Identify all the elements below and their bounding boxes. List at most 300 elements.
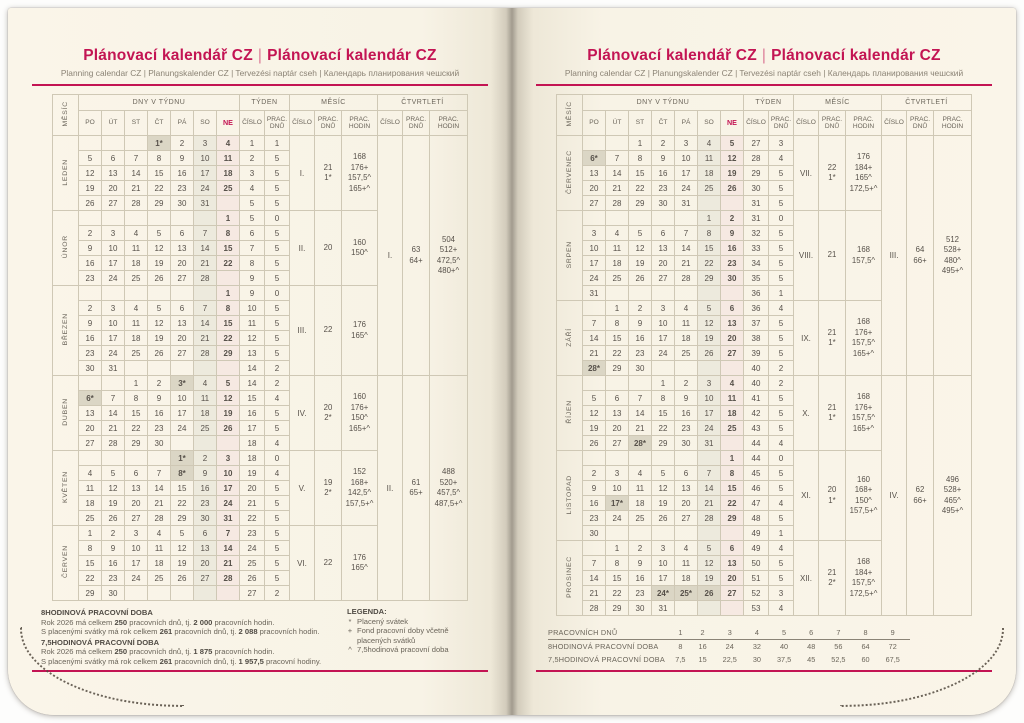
day-cell: 15 bbox=[124, 406, 147, 421]
day-cell: 8 bbox=[124, 391, 147, 406]
day-cell: 23 bbox=[78, 346, 101, 361]
day-header-ct: ČT bbox=[147, 111, 170, 136]
week-number-cell: 31 bbox=[743, 196, 768, 211]
value-line: 184+ bbox=[854, 162, 873, 172]
value-line: 22 bbox=[323, 325, 333, 335]
day-cell: 5 bbox=[147, 226, 170, 241]
day-cell: 13 bbox=[720, 556, 743, 571]
value-line: 168 bbox=[856, 392, 870, 401]
day-cell: 21 bbox=[147, 496, 170, 511]
day-cell-empty bbox=[582, 376, 605, 391]
day-cell-empty bbox=[101, 451, 124, 466]
day-cell: 10 bbox=[674, 151, 697, 166]
week-workdays-cell: 4 bbox=[264, 436, 289, 451]
value-line: 20 bbox=[323, 242, 333, 252]
value-line: 157,5+^ bbox=[849, 506, 878, 515]
day-cell-empty bbox=[605, 526, 628, 541]
month-name-label: ČERVENEC bbox=[565, 149, 573, 195]
week-workdays-cell: 5 bbox=[768, 406, 793, 421]
day-cell: 1 bbox=[628, 136, 651, 151]
day-cell: 16 bbox=[170, 166, 193, 181]
summary-value: 72 bbox=[888, 642, 897, 651]
week-workdays-cell: 5 bbox=[264, 526, 289, 541]
value-line: 66+ bbox=[913, 495, 927, 505]
day-cell: 13 bbox=[78, 406, 101, 421]
week-number-cell: 11 bbox=[239, 316, 264, 331]
value-line: 176+ bbox=[350, 402, 369, 412]
month-column-header: MĚSÍC bbox=[556, 95, 582, 136]
month-workhours-cell bbox=[845, 301, 881, 376]
value-line: 157,5^ bbox=[851, 255, 876, 265]
day-cell: 12 bbox=[170, 541, 193, 556]
day-cell: 19 bbox=[720, 166, 743, 181]
day-cell-empty bbox=[674, 601, 697, 616]
day-cell: 20 bbox=[605, 421, 628, 436]
day-cell: 15 bbox=[216, 241, 239, 256]
month-group-header: MĚSÍC bbox=[289, 95, 377, 111]
value-line: 495+^ bbox=[941, 506, 964, 515]
footer-line: S placenými svátky má rok celkem 261 pracovních dnů, tj. 1 957,5 pracovní hodiny. bbox=[41, 656, 322, 666]
week-workdays-cell: 5 bbox=[264, 511, 289, 526]
month-name-label: LISTOPAD bbox=[565, 474, 573, 515]
week-number-cell: 25 bbox=[239, 556, 264, 571]
day-cell: 26 bbox=[147, 346, 170, 361]
week-row bbox=[52, 376, 467, 391]
day-header-ut: ÚT bbox=[101, 111, 124, 136]
week-number-cell: 1 bbox=[239, 136, 264, 151]
day-cell: 22 bbox=[651, 421, 674, 436]
day-cell: 3 bbox=[101, 301, 124, 316]
week-workdays-cell: 0 bbox=[768, 451, 793, 466]
day-cell: 22 bbox=[216, 256, 239, 271]
day-cell-empty bbox=[124, 136, 147, 151]
day-cell-empty bbox=[124, 286, 147, 301]
day-cell: 5 bbox=[78, 151, 101, 166]
month-workhours-cell bbox=[845, 376, 881, 451]
summary-value: 48 bbox=[807, 642, 816, 651]
summary-label: 7,5HODINOVÁ PRACOVNÍ DOBA bbox=[548, 655, 665, 664]
summary-value: 15 bbox=[698, 655, 707, 664]
day-header-po: PO bbox=[582, 111, 605, 136]
day-cell-empty bbox=[582, 136, 605, 151]
day-cell-empty bbox=[651, 451, 674, 466]
day-cell: 15 bbox=[651, 406, 674, 421]
month-name-label: LEDEN bbox=[61, 158, 69, 186]
value-line: 21 bbox=[827, 250, 837, 260]
summary-value: 45 bbox=[807, 655, 816, 664]
day-cell: 18 bbox=[147, 556, 170, 571]
day-cell-empty bbox=[216, 196, 239, 211]
value-line: 184+ bbox=[854, 567, 873, 577]
month-workhours-cell bbox=[845, 541, 881, 616]
day-cell: 26 bbox=[170, 571, 193, 586]
day-cell: 29 bbox=[216, 346, 239, 361]
value-line: 480+^ bbox=[437, 266, 460, 275]
month-workdays-cell bbox=[818, 451, 845, 541]
day-cell: 14 bbox=[582, 331, 605, 346]
day-cell: 20 bbox=[651, 256, 674, 271]
day-cell: 2 bbox=[147, 376, 170, 391]
day-cell: 23 bbox=[147, 421, 170, 436]
summary-label: PRACOVNÍCH DNŮ bbox=[548, 626, 668, 640]
day-cell: 24 bbox=[193, 181, 216, 196]
week-workdays-cell: 5 bbox=[768, 421, 793, 436]
week-workdays-cell: 5 bbox=[264, 571, 289, 586]
header-rule bbox=[536, 84, 992, 86]
days-group-header: DNY V TÝDNU bbox=[78, 95, 239, 111]
value-line: 176+ bbox=[854, 327, 873, 337]
day-cell: 31 bbox=[101, 361, 124, 376]
day-cell-empty bbox=[720, 601, 743, 616]
day-cell: 23 bbox=[101, 571, 124, 586]
day-cell: 12 bbox=[147, 241, 170, 256]
day-cell: 21 bbox=[193, 256, 216, 271]
value-line: 157,5^ bbox=[851, 413, 876, 422]
day-cell: 15 bbox=[216, 316, 239, 331]
day-cell: 11 bbox=[697, 151, 720, 166]
day-cell: 14 bbox=[147, 481, 170, 496]
day-cell: 13 bbox=[720, 316, 743, 331]
month-name-cell bbox=[556, 301, 582, 376]
day-cell: 30 bbox=[101, 586, 124, 601]
value-line: 472,5^ bbox=[436, 255, 461, 265]
value-line: 62 bbox=[915, 485, 925, 494]
value-line: 1* bbox=[324, 173, 332, 182]
footer-line: S placenými svátky má rok celkem 261 pracovních dnů, tj. 2 088 pracovních hodin. bbox=[41, 627, 320, 636]
day-cell: 24 bbox=[605, 511, 628, 526]
quarter-workdays-header: PRAC. DNŮ bbox=[403, 111, 430, 136]
value-line: 504 bbox=[442, 234, 456, 244]
week-number-cell: 17 bbox=[239, 421, 264, 436]
day-cell-empty bbox=[147, 286, 170, 301]
quarter-group-header: ČTVRTLETÍ bbox=[378, 95, 468, 111]
week-number-cell: 12 bbox=[239, 331, 264, 346]
month-workhours-cell bbox=[341, 451, 377, 526]
value-line: 1* bbox=[828, 413, 836, 422]
day-cell: 12 bbox=[101, 481, 124, 496]
day-cell: 27 bbox=[101, 196, 124, 211]
day-cell: 12 bbox=[147, 316, 170, 331]
summary-value: 7,5 bbox=[675, 655, 686, 664]
quarter-workhours-cell bbox=[934, 376, 972, 616]
day-cell: 29 bbox=[170, 511, 193, 526]
day-cell-empty bbox=[651, 286, 674, 301]
day-cell-empty bbox=[674, 286, 697, 301]
day-cell: 7 bbox=[697, 466, 720, 481]
month-name-cell bbox=[556, 136, 582, 211]
day-cell: 4 bbox=[628, 466, 651, 481]
day-cell: 16 bbox=[674, 406, 697, 421]
day-cell: 29 bbox=[124, 436, 147, 451]
day-cell: 28 bbox=[216, 571, 239, 586]
quarter-number-cell: III. bbox=[882, 136, 907, 376]
day-cell: 16 bbox=[628, 571, 651, 586]
day-cell: 20 bbox=[124, 496, 147, 511]
week-workdays-cell: 5 bbox=[768, 391, 793, 406]
left-page bbox=[8, 8, 512, 715]
day-cell-empty bbox=[674, 211, 697, 226]
day-cell-empty bbox=[651, 526, 674, 541]
day-cell: 16 bbox=[628, 331, 651, 346]
day-cell: 11 bbox=[78, 481, 101, 496]
month-number-cell: IX. bbox=[793, 301, 818, 376]
day-cell-empty bbox=[697, 601, 720, 616]
day-cell: 20 bbox=[674, 496, 697, 511]
week-number-cell: 19 bbox=[239, 466, 264, 481]
quarter-workhours-cell bbox=[430, 376, 468, 601]
week-number-cell: 49 bbox=[743, 541, 768, 556]
legend-text: Placený svátek bbox=[357, 616, 409, 626]
day-cell-empty bbox=[78, 211, 101, 226]
day-cell: 23 bbox=[628, 346, 651, 361]
day-cell-empty bbox=[101, 286, 124, 301]
week-workdays-cell: 5 bbox=[264, 481, 289, 496]
legend-symbol: ^ bbox=[348, 645, 352, 654]
month-name-label: ZÁŘÍ bbox=[565, 327, 573, 347]
day-cell: 7 bbox=[582, 316, 605, 331]
day-cell: 18 bbox=[124, 331, 147, 346]
day-cell: 25 bbox=[697, 181, 720, 196]
day-cell-empty bbox=[651, 211, 674, 226]
planning-calendar-table-h1 bbox=[52, 94, 468, 601]
day-cell-empty bbox=[651, 361, 674, 376]
day-cell-empty bbox=[170, 586, 193, 601]
month-name-label: PROSINEC bbox=[565, 556, 573, 598]
legend-items bbox=[347, 617, 479, 655]
week-number-cell: 27 bbox=[743, 136, 768, 151]
day-cell: 7 bbox=[101, 391, 124, 406]
day-cell: 15 bbox=[628, 166, 651, 181]
day-cell: 29 bbox=[720, 511, 743, 526]
day-cell: 20 bbox=[582, 181, 605, 196]
month-name-cell bbox=[52, 451, 78, 526]
day-cell: 21 bbox=[216, 556, 239, 571]
day-cell: 30 bbox=[147, 436, 170, 451]
day-cell: 16 bbox=[78, 331, 101, 346]
day-cell: 7 bbox=[628, 391, 651, 406]
day-cell: 25 bbox=[124, 346, 147, 361]
day-cell: 3 bbox=[193, 136, 216, 151]
day-cell: 7 bbox=[193, 301, 216, 316]
day-cell: 25 bbox=[216, 181, 239, 196]
day-cell: 13 bbox=[170, 241, 193, 256]
day-cell: 30 bbox=[193, 511, 216, 526]
day-cell: 23 bbox=[78, 271, 101, 286]
day-cell: 22 bbox=[697, 256, 720, 271]
week-group-header: TÝDEN bbox=[239, 95, 289, 111]
week-workdays-cell: 5 bbox=[768, 181, 793, 196]
day-cell: 8 bbox=[147, 151, 170, 166]
day-cell: 5 bbox=[720, 136, 743, 151]
day-cell: 6 bbox=[651, 226, 674, 241]
day-cell: 12 bbox=[720, 151, 743, 166]
month-workhours-cell bbox=[341, 286, 377, 376]
month-workdays-cell bbox=[818, 541, 845, 616]
day-cell: 2 bbox=[170, 136, 193, 151]
value-line: 150^ bbox=[351, 413, 368, 422]
week-workdays-cell: 5 bbox=[264, 556, 289, 571]
week-number-cell: 4 bbox=[239, 181, 264, 196]
value-line: 165+^ bbox=[852, 348, 875, 358]
day-cell-empty bbox=[605, 211, 628, 226]
day-cell: 3 bbox=[124, 526, 147, 541]
value-line: 1* bbox=[828, 173, 836, 182]
day-header-pa: PÁ bbox=[170, 111, 193, 136]
week-workdays-cell: 0 bbox=[264, 451, 289, 466]
value-line: 168+ bbox=[350, 477, 369, 487]
quarter-group-header: ČTVRTLETÍ bbox=[882, 95, 972, 111]
day-cell: 14 bbox=[193, 241, 216, 256]
day-cell: 11 bbox=[720, 391, 743, 406]
week-workdays-cell: 5 bbox=[264, 271, 289, 286]
day-cell-empty bbox=[101, 376, 124, 391]
day-cell: 4 bbox=[124, 226, 147, 241]
day-cell: 11 bbox=[674, 316, 697, 331]
month-workhours-cell bbox=[341, 376, 377, 451]
day-cell: 18 bbox=[674, 571, 697, 586]
value-line: 176 bbox=[352, 552, 366, 562]
day-cell: 8 bbox=[605, 556, 628, 571]
day-cell: 28* bbox=[628, 436, 651, 451]
quarter-workdays-cell bbox=[403, 136, 430, 376]
day-cell-empty bbox=[605, 286, 628, 301]
value-line: 465^ bbox=[944, 495, 961, 505]
day-cell: 21 bbox=[582, 586, 605, 601]
day-cell: 10 bbox=[605, 481, 628, 496]
table-subheader-row bbox=[52, 111, 467, 136]
month-workdays-cell bbox=[314, 286, 341, 376]
day-cell: 1 bbox=[124, 376, 147, 391]
page-title bbox=[536, 48, 992, 64]
day-cell: 13 bbox=[605, 406, 628, 421]
day-cell: 11 bbox=[674, 556, 697, 571]
week-number-cell: 36 bbox=[743, 286, 768, 301]
day-cell: 18 bbox=[193, 406, 216, 421]
day-cell: 19 bbox=[628, 256, 651, 271]
day-cell: 13 bbox=[582, 166, 605, 181]
day-cell: 15 bbox=[170, 481, 193, 496]
day-cell: 8 bbox=[216, 301, 239, 316]
day-cell: 26 bbox=[697, 346, 720, 361]
week-number-cell: 14 bbox=[239, 361, 264, 376]
value-line: 165^ bbox=[351, 330, 368, 340]
day-cell-empty bbox=[674, 361, 697, 376]
week-workdays-cell: 5 bbox=[768, 166, 793, 181]
value-line: 142,5^ bbox=[347, 488, 372, 497]
page-subtitle: Planning calendar CZ | Planungskalender CZ | Tervezési naptár cseh | Календарь планирования чешский bbox=[60, 68, 460, 78]
day-cell: 20 bbox=[170, 331, 193, 346]
week-row bbox=[556, 376, 971, 391]
day-cell: 9 bbox=[78, 316, 101, 331]
day-cell: 8 bbox=[78, 541, 101, 556]
day-cell: 14 bbox=[216, 541, 239, 556]
day-cell-empty bbox=[674, 526, 697, 541]
day-header-ne: NE bbox=[720, 111, 743, 136]
quarter-number-cell: II. bbox=[378, 376, 403, 601]
day-cell: 7 bbox=[674, 226, 697, 241]
day-cell-empty bbox=[193, 286, 216, 301]
table-subheader-row bbox=[556, 111, 971, 136]
day-cell: 15 bbox=[605, 331, 628, 346]
day-cell: 27 bbox=[124, 511, 147, 526]
day-cell: 4 bbox=[720, 376, 743, 391]
day-cell: 22 bbox=[78, 571, 101, 586]
day-cell: 10 bbox=[124, 541, 147, 556]
day-cell: 7 bbox=[193, 226, 216, 241]
day-cell: 24 bbox=[582, 271, 605, 286]
day-cell: 9 bbox=[101, 541, 124, 556]
week-number-cell: 38 bbox=[743, 331, 768, 346]
value-line: 19 bbox=[323, 477, 333, 487]
day-cell-empty bbox=[216, 361, 239, 376]
legend-item bbox=[347, 617, 479, 627]
day-cell: 26 bbox=[147, 271, 170, 286]
week-workdays-cell: 3 bbox=[768, 136, 793, 151]
day-cell: 30 bbox=[628, 601, 651, 616]
day-cell: 20 bbox=[101, 181, 124, 196]
week-workdays-cell: 5 bbox=[768, 256, 793, 271]
day-cell: 24 bbox=[651, 346, 674, 361]
value-line: 528+ bbox=[943, 245, 962, 254]
day-cell: 24 bbox=[674, 181, 697, 196]
value-line: 512 bbox=[946, 234, 960, 244]
summary-value: 8 bbox=[678, 642, 683, 651]
summary-value: 8 bbox=[856, 626, 876, 640]
day-cell: 5 bbox=[651, 466, 674, 481]
day-cell: 2 bbox=[628, 301, 651, 316]
day-cell: 25 bbox=[720, 421, 743, 436]
day-cell: 10 bbox=[216, 466, 239, 481]
day-cell-empty bbox=[628, 526, 651, 541]
week-workdays-cell: 5 bbox=[264, 346, 289, 361]
day-cell: 22 bbox=[605, 586, 628, 601]
day-cell: 18 bbox=[674, 331, 697, 346]
week-workdays-cell: 4 bbox=[768, 301, 793, 316]
day-cell: 19 bbox=[147, 256, 170, 271]
day-cell-empty bbox=[170, 211, 193, 226]
day-cell: 5 bbox=[216, 376, 239, 391]
quarter-workdays-cell bbox=[907, 376, 934, 616]
day-cell: 15 bbox=[697, 241, 720, 256]
day-cell: 16 bbox=[651, 166, 674, 181]
day-cell: 20 bbox=[170, 256, 193, 271]
day-cell: 2 bbox=[628, 541, 651, 556]
day-cell: 1 bbox=[605, 541, 628, 556]
week-number-header: ČÍSLO bbox=[743, 111, 768, 136]
day-cell: 1 bbox=[216, 211, 239, 226]
summary-value: 52,5 bbox=[831, 655, 846, 664]
day-cell: 6 bbox=[674, 466, 697, 481]
day-cell-empty bbox=[216, 436, 239, 451]
day-cell: 9 bbox=[628, 556, 651, 571]
day-cell: 4 bbox=[147, 526, 170, 541]
title-divider: | bbox=[761, 47, 767, 64]
value-line: 21 bbox=[323, 162, 333, 172]
day-cell-empty bbox=[697, 361, 720, 376]
table-group-header-row bbox=[52, 95, 467, 111]
value-line: 20 bbox=[827, 485, 837, 494]
month-workdays-cell bbox=[818, 376, 845, 451]
day-header-ut: ÚT bbox=[605, 111, 628, 136]
value-line: 176+ bbox=[854, 402, 873, 412]
legend-symbol: * bbox=[348, 616, 352, 626]
day-cell: 29 bbox=[628, 196, 651, 211]
value-line: 168+ bbox=[854, 485, 873, 494]
page-title bbox=[32, 48, 488, 64]
week-number-cell: 53 bbox=[743, 601, 768, 616]
day-cell: 30 bbox=[78, 361, 101, 376]
value-line: 61 bbox=[411, 477, 421, 487]
